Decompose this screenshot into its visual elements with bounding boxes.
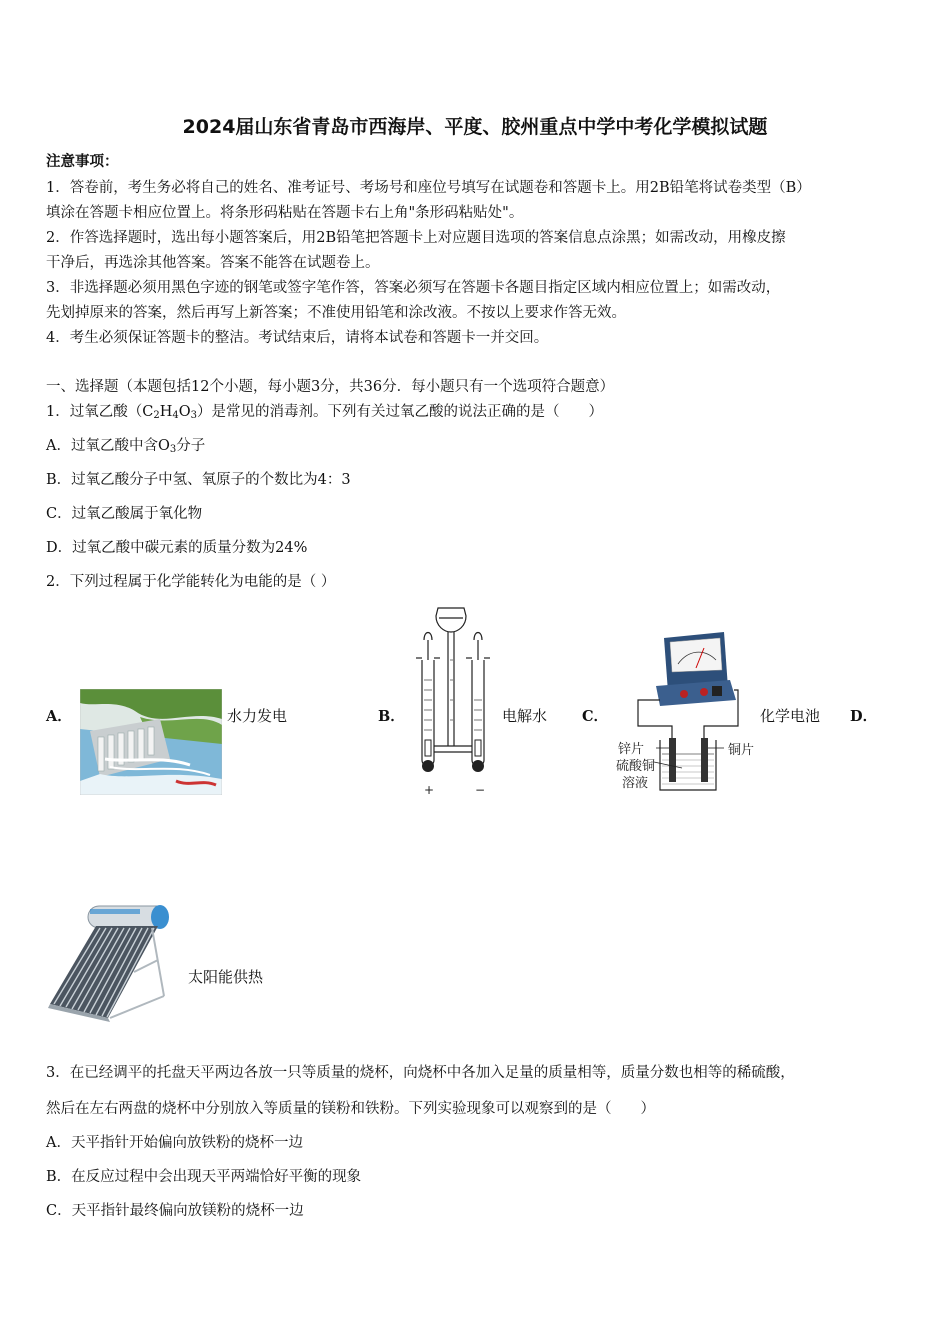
- question-1-stem: 1．过氧乙酸（C2H4O3）是常见的消毒剂。下列有关过氧乙酸的说法正确的是（ ）: [46, 404, 603, 421]
- question-3-stem-line-2: 然后在左右两盘的烧杯中分别放入等质量的镁粉和铁粉。下列实验现象可以观察到的是（ ）: [46, 1101, 655, 1117]
- question-3-stem-line-1: 3．在已经调平的托盘天平两边各放一只等质量的烧杯，向烧杯中各加入足量的质量相等，质量分数也相等的稀硫酸，: [46, 1065, 795, 1081]
- question-2-stem: 2．下列过程属于化学能转化为电能的是（ ）: [46, 574, 336, 590]
- option-a-label: A．: [46, 708, 72, 725]
- option-d-label: D．: [850, 708, 878, 725]
- question-1-option-b: B．过氧乙酸分子中氢、氧原子的个数比为4：3: [46, 472, 351, 488]
- anode-sign: +: [424, 783, 435, 797]
- notice-line: 先划掉原来的答案，然后再写上新答案；不准使用铅笔和涂改液。不按以上要求作答无效。: [46, 305, 626, 321]
- notice-line: 2．作答选择题时，选出每小题答案后，用2B铅笔把答题卡上对应题目选项的答案信息点涂黑；如需改动，用橡皮擦: [46, 230, 786, 246]
- solution-label-2: 溶液: [622, 776, 649, 791]
- section-heading: 一、选择题（本题包括12个小题，每小题3分，共36分．每小题只有一个选项符合题意）: [46, 379, 615, 395]
- question-1-option-a: A．过氧乙酸中含O3分子: [46, 438, 206, 455]
- question-3-option-b: B．在反应过程中会出现天平两端恰好平衡的现象: [46, 1169, 362, 1185]
- hydropower-image: [80, 689, 222, 795]
- chemical-battery-image: [612, 630, 762, 795]
- question-1-option-c: C．过氧乙酸属于氧化物: [46, 506, 203, 522]
- electrolysis-apparatus-image: [406, 600, 498, 800]
- notice-line: 4．考生必须保证答题卡的整洁。考试结束后，请将本试卷和答题卡一并交回。: [46, 330, 549, 346]
- option-c-caption: 化学电池: [760, 707, 821, 725]
- solution-label-1: 硫酸铜: [616, 759, 656, 774]
- option-c-label: C．: [582, 708, 609, 725]
- notice-line: 1．答卷前，考生务必将自己的姓名、准考证号、考场号和座位号填写在试题卷和答题卡上。用2B铅笔将试卷类型（B）: [46, 180, 811, 196]
- copper-label: 铜片: [728, 743, 755, 758]
- option-a-caption: 水力发电: [227, 707, 288, 725]
- question-3-option-c: C．天平指针最终偏向放镁粉的烧杯一边: [46, 1203, 304, 1219]
- solar-water-heater-image: [48, 900, 174, 1022]
- option-d-caption: 太阳能供热: [188, 968, 264, 986]
- notice-line: 填涂在答题卡相应位置上。将条形码粘贴在答题卡右上角"条形码粘贴处"。: [46, 205, 524, 221]
- zinc-label: 锌片: [618, 742, 645, 757]
- page-title: 2024届山东省青岛市西海岸、平度、胶州重点中学中考化学模拟试题: [182, 116, 768, 138]
- cathode-sign: −: [475, 783, 486, 797]
- question-1-option-d: D．过氧乙酸中碳元素的质量分数为24%: [46, 540, 308, 556]
- notice-line: 干净后，再选涂其他答案。答案不能答在试题卷上。: [46, 255, 380, 271]
- question-3-option-a: A．天平指针开始偏向放铁粉的烧杯一边: [46, 1135, 303, 1151]
- notice-line: 3．非选择题必须用黑色字迹的钢笔或签字笔作答，答案必须写在答题卡各题目指定区域内相应位置上；如需改动，: [46, 280, 781, 296]
- option-b-caption: 电解水: [502, 707, 548, 725]
- option-b-label: B．: [378, 708, 405, 725]
- notice-heading: 注意事项：: [46, 153, 119, 170]
